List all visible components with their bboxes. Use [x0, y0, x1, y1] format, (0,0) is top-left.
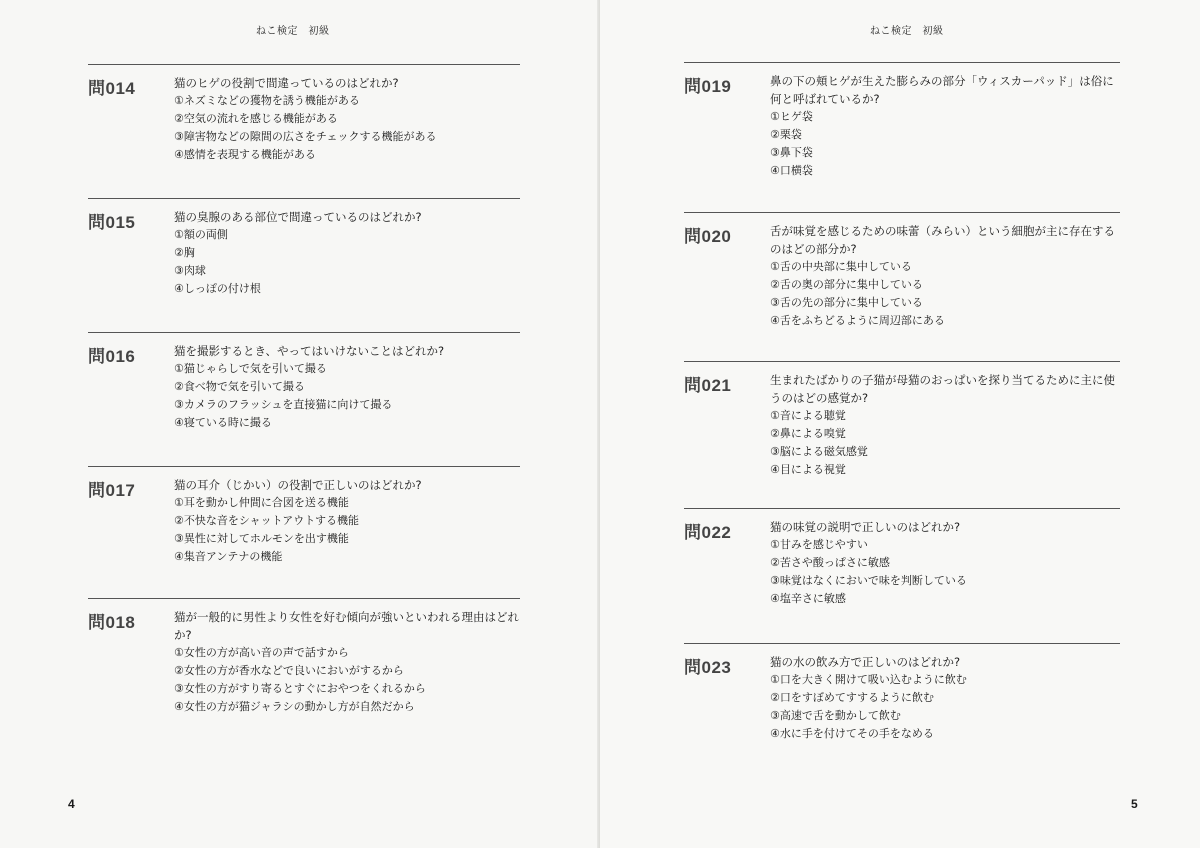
page-header: ねこ検定 初級 [256, 26, 330, 37]
option-item: ②口をすぼめてすするように飲む [770, 691, 934, 704]
question-text: 鼻の下の頬ヒゲが生えた膨らみの部分「ウィスカーパッド」は俗に何と呼ばれているか? [770, 74, 1114, 106]
question-number: 問015 [88, 213, 136, 232]
question-number: 問023 [684, 658, 732, 677]
right-page [600, 0, 1200, 848]
option-item: ①音による聴覚 [770, 409, 846, 422]
question-number: 問014 [88, 79, 136, 98]
question-body [174, 342, 520, 432]
question-text: 猫を撮影するとき、やってはいけないことはどれか? [174, 344, 445, 358]
option-item: ②栗袋 [770, 128, 802, 141]
question-number: 問018 [88, 613, 136, 632]
option-item: ②舌の奥の部分に集中している [770, 278, 923, 291]
option-item: ①女性の方が高い音の声で話すから [174, 646, 349, 659]
option-item: ③カメラのフラッシュを直接猫に向けて撮る [174, 398, 393, 411]
divider [88, 466, 520, 467]
option-item: ④舌をふちどるように周辺部にある [770, 314, 945, 327]
option-item: ④しっぽの付け根 [174, 282, 261, 295]
option-list [174, 226, 520, 298]
question-body [174, 608, 520, 716]
option-item: ③異性に対してホルモンを出す機能 [174, 532, 349, 545]
option-item: ①口を大きく開けて吸い込むように飲む [770, 673, 967, 686]
option-item: ③脳による磁気感覚 [770, 445, 868, 458]
option-item: ③女性の方がすり寄るとすぐにおやつをくれるから [174, 682, 426, 695]
question-text: 猫の臭腺のある部位で間違っているのはどれか? [174, 210, 422, 224]
option-item: ④塩辛さに敏感 [770, 592, 846, 605]
option-item: ①ヒゲ袋 [770, 110, 813, 123]
question-number: 問021 [684, 376, 732, 395]
question-body [770, 371, 1120, 479]
question-number: 問020 [684, 227, 732, 246]
option-item: ③高速で舌を動かして飲む [770, 709, 901, 722]
question-number: 問016 [88, 347, 136, 366]
divider [684, 212, 1120, 213]
option-list [174, 92, 520, 164]
question-text: 生まれたばかりの子猫が母猫のおっぱいを探り当てるために主に使うのはどの感覚か? [770, 373, 1115, 405]
divider [88, 332, 520, 333]
option-item: ①ネズミなどの獲物を誘う機能がある [174, 94, 360, 107]
option-item: ④口横袋 [770, 164, 813, 177]
option-item: ②胸 [174, 246, 195, 259]
divider [88, 598, 520, 599]
question-body [174, 208, 520, 298]
option-list [770, 258, 1120, 330]
option-list [770, 536, 1120, 608]
option-list [770, 671, 1120, 743]
question-text: 猫の水の飲み方で正しいのはどれか? [770, 655, 961, 669]
option-item: ③舌の先の部分に集中している [770, 296, 923, 309]
divider [684, 62, 1120, 63]
question-body [770, 72, 1120, 180]
question-text: 猫の味覚の説明で正しいのはどれか? [770, 520, 961, 534]
question-body [770, 518, 1120, 608]
option-item: ②苦さや酸っぱさに敏感 [770, 556, 890, 569]
page-number: 5 [1131, 797, 1138, 811]
option-item: ①舌の中央部に集中している [770, 260, 912, 273]
option-item: ①額の両側 [174, 228, 228, 241]
option-item: ①猫じゃらしで気を引いて撮る [174, 362, 327, 375]
option-item: ④集音アンテナの機能 [174, 550, 283, 563]
option-item: ③障害物などの隙間の広さをチェックする機能がある [174, 130, 437, 143]
question-body [174, 74, 520, 164]
page-header: ねこ検定 初級 [870, 26, 944, 37]
question-number: 問019 [684, 77, 732, 96]
option-list [174, 360, 520, 432]
divider [88, 64, 520, 65]
question-text: 猫が一般的に男性より女性を好む傾向が強いといわれる理由はどれか? [174, 610, 519, 642]
option-item: ②空気の流れを感じる機能がある [174, 112, 338, 125]
option-item: ④目による視覚 [770, 463, 846, 476]
option-item: ②鼻による嗅覚 [770, 427, 846, 440]
question-text: 猫のヒゲの役割で間違っているのはどれか? [174, 76, 399, 90]
question-text: 舌が味覚を感じるための味蕾（みらい）という細胞が主に存在するのはどの部分か? [770, 224, 1115, 256]
option-item: ①耳を動かし仲間に合図を送る機能 [174, 496, 349, 509]
page-number: 4 [68, 797, 75, 811]
option-list [770, 407, 1120, 479]
option-list [174, 644, 520, 716]
option-item: ④寝ている時に撮る [174, 416, 272, 429]
option-item: ④女性の方が猫ジャラシの動かし方が自然だから [174, 700, 415, 713]
option-item: ③肉球 [174, 264, 206, 277]
divider [684, 643, 1120, 644]
question-number: 問017 [88, 481, 136, 500]
divider [88, 198, 520, 199]
question-body [174, 476, 520, 566]
question-text: 猫の耳介（じかい）の役割で正しいのはどれか? [174, 478, 422, 492]
divider [684, 508, 1120, 509]
option-item: ④感情を表現する機能がある [174, 148, 316, 161]
option-item: ③鼻下袋 [770, 146, 813, 159]
question-body [770, 653, 1120, 743]
option-item: ②女性の方が香水などで良いにおいがするから [174, 664, 404, 677]
option-item: ②不快な音をシャットアウトする機能 [174, 514, 359, 527]
option-item: ④水に手を付けてその手をなめる [770, 727, 934, 740]
divider [684, 361, 1120, 362]
option-list [174, 494, 520, 566]
question-body [770, 222, 1120, 330]
question-number: 問022 [684, 523, 732, 542]
option-list [770, 108, 1120, 180]
option-item: ①甘みを感じやすい [770, 538, 868, 551]
option-item: ③味覚はなくにおいで味を判断している [770, 574, 967, 587]
option-item: ②食べ物で気を引いて撮る [174, 380, 305, 393]
